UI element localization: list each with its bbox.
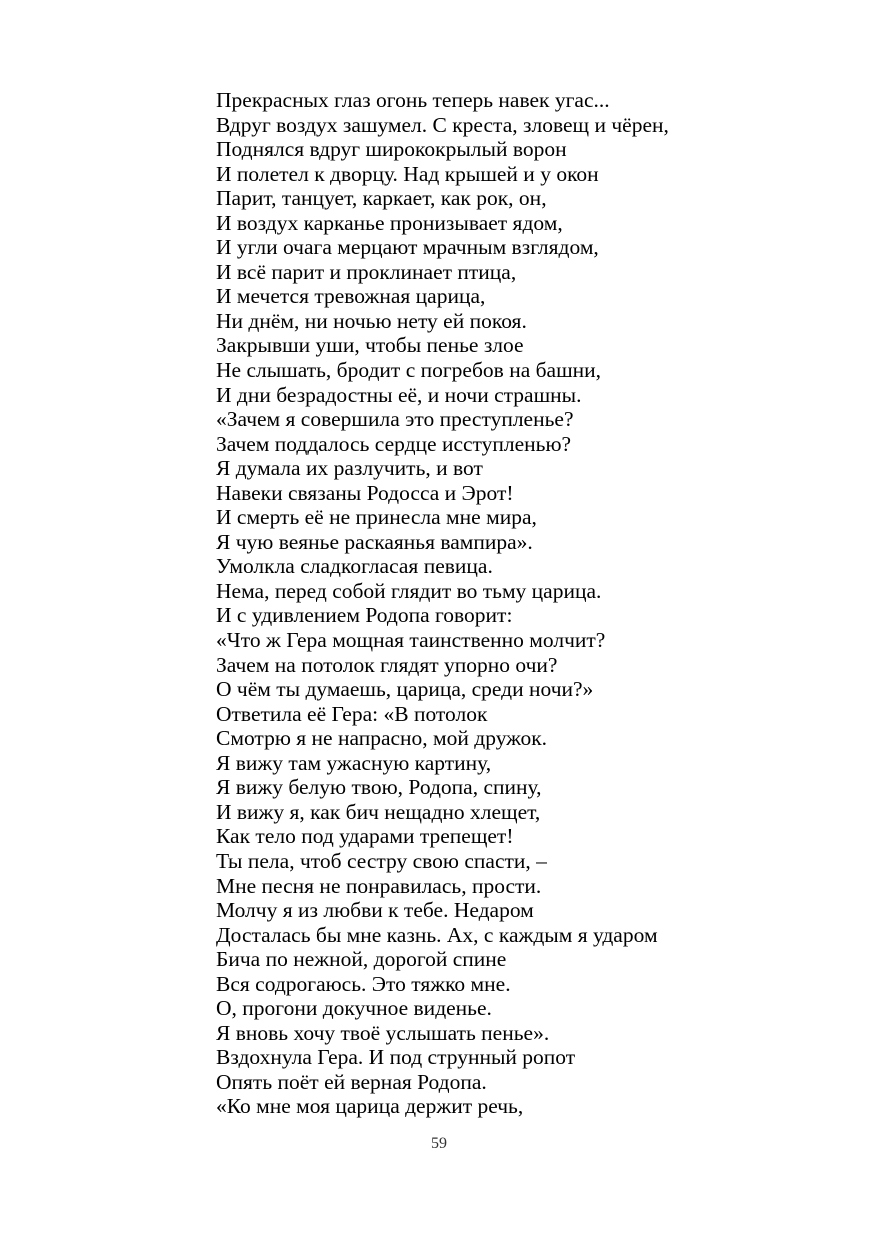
poem-line: И вижу я, как бич нещадно хлещет, [216,799,541,824]
poem-line: И воздух карканье пронизывает ядом, [216,210,563,235]
poem-line: И всё парит и проклинает птица, [216,259,517,284]
poem-line: И мечется тревожная царица, [216,284,486,309]
poem-line: И смерть её не принесла мне мира, [216,505,537,530]
poem-line: Молчу я из любви к тебе. Недаром [216,898,534,923]
poem-line: Умолкла сладкогласая певица. [216,554,493,579]
poem-line: «Зачем я совершила это преступленье? [216,407,574,432]
poem-line: Навеки связаны Родосса и Эрот! [216,480,514,505]
poem-line: Опять поёт ей верная Родопа. [216,1069,487,1094]
poem-line: Ни днём, ни ночью нету ей покоя. [216,308,527,333]
poem-line: И с удивлением Родопа говорит: [216,603,513,628]
page-number: 59 [431,1135,447,1152]
poem-line: Как тело под ударами трепещет! [216,824,514,849]
poem-line: Прекрасных глаз огонь теперь навек угас... [216,88,610,112]
poem-line: Досталась бы мне казнь. Ах, с каждым я ударом [216,922,658,947]
poem-line: Поднялся вдруг ширококрылый ворон [216,137,567,162]
poem-line: Вся содрогаюсь. Это тяжко мне. [216,971,511,996]
poem-line: Я вижу белую твою, Родопа, спину, [216,775,542,800]
poem-line: Вдруг воздух зашумел. С креста, зловещ и чёрен, [216,112,669,137]
poem-line: Смотрю я не напрасно, мой дружок. [216,726,548,751]
poem-line: Парит, танцует, каркает, как рок, он, [216,186,547,211]
poem-line: «Что ж Гера мощная таинственно молчит? [216,628,606,653]
poem-line: Ответила её Гера: «В потолок [216,701,488,726]
poem-line: Ты пела, чтоб сестру свою спасти, – [216,848,547,873]
poem-line: Зачем на потолок глядят упорно очи? [216,652,558,677]
poem-line: Закрывши уши, чтобы пенье злое [216,333,524,358]
poem-line: Не слышать, бродит с погребов на башни, [216,358,602,383]
poem-line: Мне песня не понравилась, прости. [216,873,542,898]
poem-line: Я думала их разлучить, и вот [216,456,483,481]
poem-line: Я вижу там ужасную картину, [216,750,492,775]
poem-line: И угли очага мерцают мрачным взглядом, [216,235,599,260]
poem-line: Нема, перед собой глядит во тьму царица. [216,578,602,603]
poem-text [216,88,816,1119]
poem-line: И дни безрадостны её, и ночи страшны. [216,382,582,407]
poem-line: О чём ты думаешь, царица, среди ночи?» [216,677,594,702]
poem-line: Я вновь хочу твоё услышать пенье». [216,1020,550,1045]
poem-line: Бича по нежной, дорогой спине [216,947,507,972]
poem-line: Вздохнула Гера. И под струнный ропот [216,1045,576,1070]
poem-line: «Ко мне моя царица держит речь, [216,1094,524,1119]
poem-line: Я чую веянье раскаянья вампира». [216,529,533,554]
poem-line: И полетел к дворцу. Над крышей и у окон [216,161,599,186]
poem-line: Зачем поддалось сердце исступленью? [216,431,572,456]
poem-line: О, прогони докучное виденье. [216,996,492,1021]
